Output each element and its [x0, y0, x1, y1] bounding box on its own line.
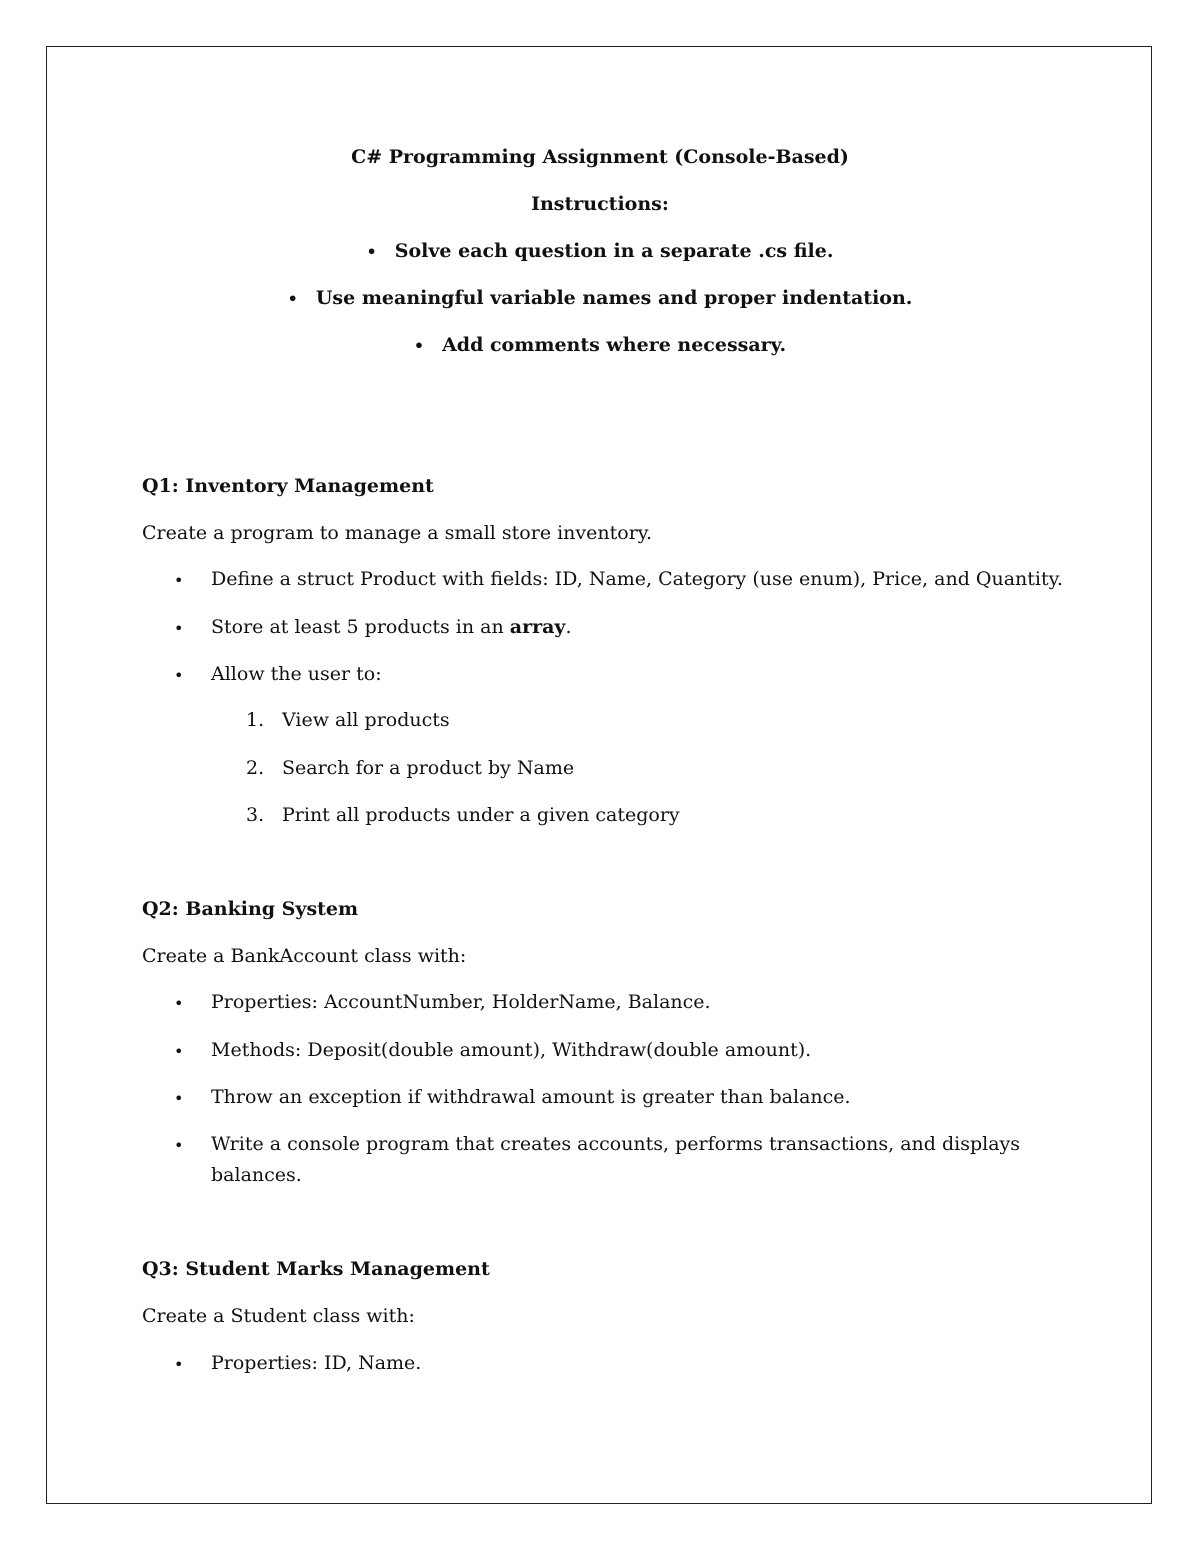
instructions-heading: Instructions:	[531, 193, 669, 215]
q1-bold-suffix: .	[565, 616, 572, 638]
q2-intro: Create a BankAccount class with:	[142, 945, 467, 967]
q1-bullet	[211, 616, 572, 639]
page-border	[46, 46, 1152, 1504]
q1-bold-word: array	[509, 616, 566, 638]
list-number: 2.	[246, 757, 265, 779]
q1-intro: Create a program to manage a small store inventory.	[142, 522, 653, 544]
q2-bullet: Throw an exception if withdrawal amount is greater than balance.	[211, 1086, 851, 1108]
q2-bullet: Write a console program that creates accounts, performs transactions, and displays	[211, 1133, 1021, 1155]
bullet-icon: •	[174, 666, 184, 685]
bullet-icon: •	[174, 994, 184, 1013]
q1-bullet: Define a struct Product with fields: ID, Name, Category (use enum), Price, and Quantity.	[211, 568, 1063, 590]
instruction-item	[0, 287, 1200, 310]
instruction-item	[0, 334, 1200, 357]
list-number: 3.	[246, 804, 265, 826]
numbered-item: Print all products under a given category	[282, 804, 680, 826]
q3-bullet: Properties: ID, Name.	[211, 1352, 422, 1374]
bullet-icon: •	[287, 289, 298, 308]
numbered-item: View all products	[282, 709, 450, 731]
q2-heading: Q2: Banking System	[142, 898, 359, 920]
bullet-icon: •	[413, 336, 425, 355]
instruction-text: Solve each question in a separate .cs file.	[394, 240, 834, 262]
q3-heading: Q3: Student Marks Management	[142, 1258, 490, 1280]
list-number: 1.	[246, 709, 265, 731]
instruction-text: Use meaningful variable names and proper indentation.	[315, 287, 913, 309]
q1-bullet-text: Store at least 5 products in an	[211, 616, 510, 638]
bullet-icon: •	[174, 1355, 184, 1374]
bullet-icon: •	[174, 571, 184, 590]
q2-bullet-continuation: balances.	[211, 1164, 302, 1186]
bullet-icon: •	[174, 1042, 184, 1061]
q2-bullet: Properties: AccountNumber, HolderName, Balance.	[211, 991, 711, 1013]
numbered-item: Search for a product by Name	[282, 757, 575, 779]
q3-intro: Create a Student class with:	[142, 1305, 415, 1327]
bullet-icon: •	[174, 1136, 184, 1155]
bullet-icon: •	[366, 242, 377, 261]
q1-heading: Q1: Inventory Management	[142, 475, 434, 497]
q1-bullet: Allow the user to:	[211, 663, 382, 685]
bullet-icon: •	[174, 1089, 184, 1108]
q2-bullet: Methods: Deposit(double amount), Withdraw(double amount).	[211, 1039, 812, 1061]
instruction-text: Add comments where necessary.	[442, 334, 787, 356]
bullet-icon: •	[174, 619, 184, 638]
instruction-item	[0, 240, 1200, 263]
document-title: C# Programming Assignment (Console-Based)	[351, 146, 849, 168]
